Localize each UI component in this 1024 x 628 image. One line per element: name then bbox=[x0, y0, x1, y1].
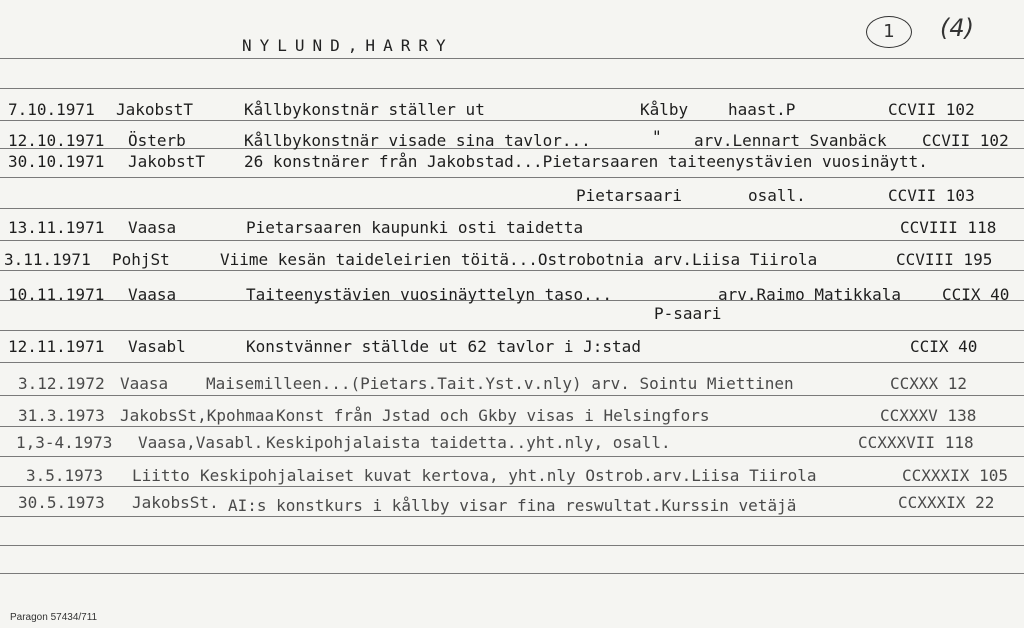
entry-date: 3.5.1973 bbox=[26, 466, 104, 485]
entry-source: Liitto bbox=[132, 466, 190, 485]
ruled-line bbox=[0, 240, 1024, 241]
ruled-line bbox=[0, 516, 1024, 517]
entry-ref: CCXXXV 138 bbox=[880, 406, 977, 425]
entry-text: Kållbykonstnär visade sina tavlor... bbox=[244, 131, 591, 150]
entry-ref: CCVIII 195 bbox=[896, 250, 993, 269]
entry-ref: CCVII 102 bbox=[922, 131, 1009, 150]
entry-source: Österb bbox=[128, 131, 186, 150]
entry-text: AI:s konstkurs i kållby visar fina reswultat.Kurssin vetäjä bbox=[228, 496, 797, 515]
entry-text: Konst från Jstad och Gkby visas i Helsingfors bbox=[276, 406, 710, 425]
entry-source: Vaasa,Vasabl. bbox=[138, 433, 264, 452]
entry-text: Pietarsaaren kaupunki osti taidetta bbox=[246, 218, 584, 237]
entry-date: 1,3-4.1973 bbox=[16, 433, 113, 452]
entry-note: haast.P bbox=[728, 100, 796, 119]
entry-date: 30.5.1973 bbox=[18, 493, 105, 512]
entry-text: 26 konstnärer från Jakobstad...Pietarsaaren taiteenystävien vuosinäytt. bbox=[244, 152, 928, 171]
entry-source: Vaasa bbox=[120, 374, 169, 393]
entry-date: 31.3.1973 bbox=[18, 406, 105, 425]
card-title: NYLUND,HARRY bbox=[242, 36, 454, 55]
entry-source: JakobsSt. bbox=[132, 493, 219, 512]
entry-source: JakobstT bbox=[116, 100, 194, 119]
entry-ref: CCXXXIX 22 bbox=[898, 493, 995, 512]
entry-text: Kållbykonstnär ställer ut bbox=[244, 100, 485, 119]
entry-ref: CCIX 40 bbox=[942, 285, 1010, 304]
entry-date: 3.12.1972 bbox=[18, 374, 105, 393]
entry-date: 10.11.1971 bbox=[8, 285, 105, 304]
entry-ref: CCVII 102 bbox=[888, 100, 975, 119]
entry-date: 30.10.1971 bbox=[8, 152, 105, 171]
ruled-line bbox=[0, 270, 1024, 271]
entry-ref: CCVIII 118 bbox=[900, 218, 997, 237]
entry-text: Maisemilleen...(Pietars.Tait.Yst.v.nly) arv. Sointu Miettinen bbox=[206, 374, 794, 393]
entry-source: PohjSt bbox=[112, 250, 170, 269]
ruled-line bbox=[0, 362, 1024, 363]
entry-ref: CCXXXIX 105 bbox=[902, 466, 1008, 485]
ruled-line bbox=[0, 208, 1024, 209]
card-number-circle: 1 bbox=[866, 16, 912, 48]
entry-ref: CCVII 103 bbox=[888, 186, 975, 205]
ruled-line bbox=[0, 456, 1024, 457]
entry-text: Viime kesän taideleirien töitä...Ostrobotnia arv.Liisa Tiirola bbox=[220, 250, 818, 269]
entry-date: 7.10.1971 bbox=[8, 100, 95, 119]
entry-note: arv.Lennart Svanbäck bbox=[694, 131, 887, 150]
entry-ref: CCIX 40 bbox=[910, 337, 978, 356]
ruled-line bbox=[0, 395, 1024, 396]
ruled-line bbox=[0, 486, 1024, 487]
entry-text: Keskipohjalaista taidetta..yht.nly, osall. bbox=[266, 433, 671, 452]
entry-ref: CCXXX 12 bbox=[890, 374, 968, 393]
entry-text: Konstvänner ställde ut 62 tavlor i J:stad bbox=[246, 337, 641, 356]
card-total: (4) bbox=[940, 14, 974, 42]
entry-ref: CCXXXVII 118 bbox=[858, 433, 974, 452]
entry-note: osall. bbox=[748, 186, 806, 205]
entry-place: " bbox=[652, 127, 662, 146]
ruled-line bbox=[0, 88, 1024, 89]
ruled-line bbox=[0, 58, 1024, 59]
entry-date: 12.11.1971 bbox=[8, 337, 105, 356]
entry-place: P-saari bbox=[654, 304, 722, 323]
entry-date: 13.11.1971 bbox=[8, 218, 105, 237]
entry-text: Keskipohjalaiset kuvat kertova, yht.nly Ostrob.arv.Liisa Tiirola bbox=[200, 466, 817, 485]
ruled-line bbox=[0, 545, 1024, 546]
ruled-line bbox=[0, 426, 1024, 427]
entry-date: 12.10.1971 bbox=[8, 131, 105, 150]
ruled-line bbox=[0, 573, 1024, 574]
entry-source: Vaasa bbox=[128, 285, 177, 304]
ruled-line bbox=[0, 120, 1024, 121]
entry-source: JakobsSt,Kpohmaa bbox=[120, 406, 275, 425]
entry-place: Pietarsaari bbox=[576, 186, 682, 205]
entry-text: Taiteenystävien vuosinäyttelyn taso... bbox=[246, 285, 613, 304]
printer-mark: Paragon 57434/711 bbox=[10, 612, 98, 623]
entry-note: arv.Raimo Matikkala bbox=[718, 285, 902, 304]
entry-place: Kålby bbox=[640, 100, 689, 119]
entry-date: 3.11.1971 bbox=[4, 250, 91, 269]
entry-source: Vaasa bbox=[128, 218, 177, 237]
ruled-line bbox=[0, 330, 1024, 331]
ruled-line bbox=[0, 177, 1024, 178]
entry-source: JakobstT bbox=[128, 152, 206, 171]
entry-source: Vasabl bbox=[128, 337, 186, 356]
